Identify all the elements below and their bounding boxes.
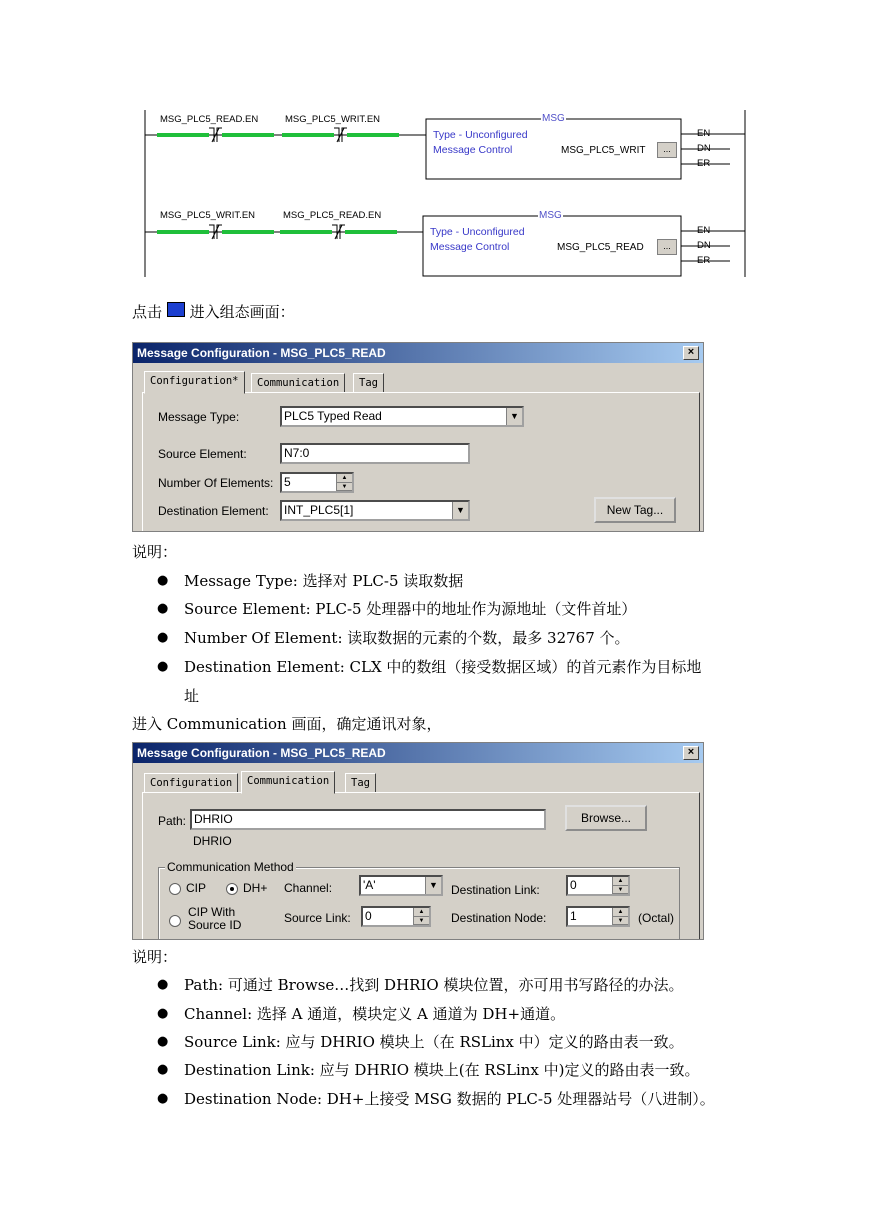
spin-buttons[interactable]: ▲ ▼ — [612, 877, 628, 894]
rung2-contact2-label: MSG_PLC5_READ.EN — [283, 210, 382, 221]
source-element-input[interactable]: N7:0 — [280, 443, 470, 464]
bullet-item: ● Number Of Element: 读取数据的元素的个数，最多 32767 个。 — [157, 629, 630, 647]
rung2-contact1-label: MSG_PLC5_WRIT.EN — [160, 210, 256, 221]
radio-selected-icon[interactable] — [226, 883, 238, 895]
dialog1-title-bar: Message Configuration - MSG_PLC5_READ × — [133, 343, 703, 363]
rung1-contact1-label: MSG_PLC5_READ.EN — [160, 114, 259, 125]
number-of-elements-label: Number Of Elements: — [158, 476, 274, 490]
radio-icon[interactable] — [169, 915, 181, 927]
bullet-item: ● Source Element: PLC-5 处理器中的地址作为源地址（文件首址） — [157, 600, 637, 618]
close-icon[interactable]: × — [683, 746, 699, 760]
message-type-select[interactable]: PLC5 Typed Read ▼ — [280, 406, 524, 427]
spin-buttons[interactable]: ▲ ▼ — [336, 474, 352, 491]
close-icon[interactable]: × — [683, 346, 699, 360]
rung1-contact2-label: MSG_PLC5_WRIT.EN — [285, 114, 381, 125]
rung2-tag: MSG_PLC5_READ — [557, 242, 644, 253]
communication-method-label: Communication Method — [167, 860, 294, 874]
path-resolved-text: DHRIO — [193, 834, 232, 848]
browse-button[interactable]: Browse... — [565, 805, 647, 831]
destination-node-label: Destination Node: — [451, 911, 547, 925]
cip-with-source-id-label: CIP With Source ID — [188, 905, 242, 932]
rung1-coil-en: EN — [697, 128, 711, 139]
source-link-label: Source Link: — [284, 911, 351, 925]
rung1-tag: MSG_PLC5_WRIT — [561, 145, 646, 156]
destination-element-label: Destination Element: — [158, 504, 269, 518]
chevron-down-icon[interactable]: ▼ — [425, 877, 441, 894]
rung2-coil-er: ER — [697, 255, 711, 266]
radio-cip[interactable]: CIP — [169, 881, 206, 895]
chevron-down-icon[interactable]: ▼ — [452, 502, 468, 519]
bullet-item: ● Message Type: 选择对 PLC-5 读取数据 — [157, 572, 464, 590]
message-type-label: Message Type: — [158, 410, 240, 424]
config-button-icon — [167, 302, 185, 317]
path-input[interactable]: DHRIO — [190, 809, 546, 830]
radio-cip-with-source-id[interactable] — [169, 913, 186, 927]
path-label: Path: — [158, 814, 187, 828]
bullet-continuation: 址 — [184, 687, 200, 705]
rung1-config-button[interactable]: ... — [657, 142, 677, 158]
rung1-msg-title: MSG — [542, 113, 565, 124]
new-tag-button[interactable]: New Tag... — [594, 497, 676, 523]
tab-tag[interactable]: Tag — [345, 773, 376, 793]
radio-icon[interactable] — [169, 883, 181, 895]
tab-communication[interactable]: Communication — [251, 373, 345, 393]
rung2-msg-title: MSG — [539, 210, 562, 221]
destination-link-label: Destination Link: — [451, 883, 540, 897]
chevron-down-icon[interactable]: ▼ — [506, 408, 522, 425]
rung1-coil-er: ER — [697, 158, 711, 169]
channel-label: Channel: — [284, 881, 333, 895]
bullet-item: ● Destination Node: DH+上接受 MSG 数据的 PLC-5 处理器站号（八进制）。 — [157, 1090, 715, 1108]
rung2-config-button[interactable]: ... — [657, 239, 677, 255]
source-element-label: Source Element: — [158, 447, 247, 461]
rung2-coil-dn: DN — [697, 240, 711, 251]
spin-buttons[interactable]: ▲ ▼ — [413, 908, 429, 925]
destination-link-stepper[interactable]: 0 ▲ ▼ — [566, 875, 630, 896]
radio-dhplus[interactable]: DH+ — [226, 881, 267, 895]
bullet-item: ● Destination Element: CLX 中的数组（接受数据区域）的首元素作为目标地 — [157, 658, 702, 676]
rung1-coil-dn: DN — [697, 143, 711, 154]
click-instruction: 点击 进入组态画面： — [132, 303, 295, 321]
enter-communication-text: 进入 Communication 画面，确定通讯对象， — [132, 715, 442, 733]
note-heading-1: 说明： — [132, 543, 178, 561]
tab-configuration[interactable]: Configuration — [144, 773, 238, 793]
rung2-type: Type - Unconfigured — [430, 226, 525, 238]
destination-node-stepper[interactable]: 1 ▲ ▼ — [566, 906, 630, 927]
bullet-item: ● Source Link: 应与 DHRIO 模块上（在 RSLinx 中）定义的路由表一致。 — [157, 1033, 684, 1051]
bullet-item: ● Channel: 选择 A 通道，模块定义 A 通道为 DH+通道。 — [157, 1005, 566, 1023]
rung2-coil-en: EN — [697, 225, 711, 236]
dialog2-title-bar: Message Configuration - MSG_PLC5_READ × — [133, 743, 703, 763]
tab-configuration[interactable]: Configuration* — [144, 371, 245, 394]
bullet-item: ● Destination Link: 应与 DHRIO 模块上(在 RSLinx 中)定义的路由表一致。 — [157, 1061, 700, 1079]
destination-element-select[interactable]: INT_PLC5[1] ▼ — [280, 500, 470, 521]
rung2-control-label: Message Control — [430, 241, 510, 253]
octal-label: (Octal) — [638, 911, 674, 925]
tab-communication[interactable]: Communication — [241, 771, 335, 794]
rung1-type: Type - Unconfigured — [433, 129, 528, 141]
tab-tag[interactable]: Tag — [353, 373, 384, 393]
bullet-item: ● Path: 可通过 Browse…找到 DHRIO 模块位置，亦可用书写路径的办法。 — [157, 976, 684, 994]
message-config-dialog-2 — [132, 742, 704, 940]
channel-select[interactable]: 'A' ▼ — [359, 875, 443, 896]
source-link-stepper[interactable]: 0 ▲ ▼ — [361, 906, 431, 927]
rung1-control-label: Message Control — [433, 144, 513, 156]
spin-buttons[interactable]: ▲ ▼ — [612, 908, 628, 925]
number-of-elements-stepper[interactable]: 5 ▲ ▼ — [280, 472, 354, 493]
note-heading-2: 说明： — [132, 948, 178, 966]
message-config-dialog-1 — [132, 342, 704, 532]
